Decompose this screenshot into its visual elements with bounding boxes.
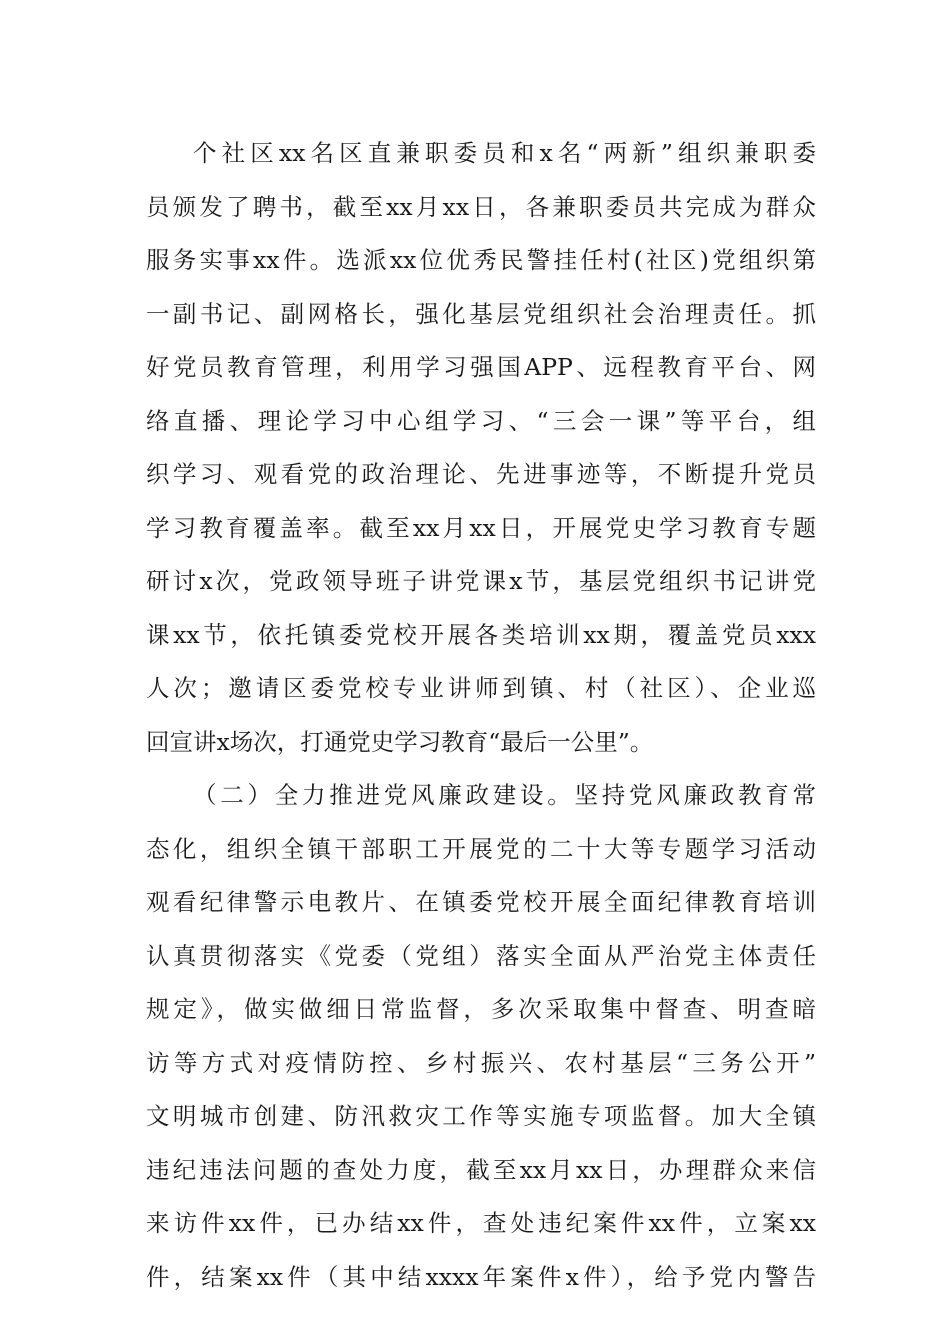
text-line: 课xx节，依托镇委党校开展各类培训xx期，覆盖党员xxx: [146, 620, 816, 649]
text-line: 络直播、理论学习中心组学习、“三会一课”等平台，组: [146, 406, 816, 435]
section-heading-line: （二）全力推进党风廉政建设。坚持党风廉政教育常: [193, 781, 816, 809]
text-line: 一副书记、副网格长，强化基层党组织社会治理责任。抓: [146, 299, 816, 328]
text-line: 观看纪律警示电教片、在镇委党校开展全面纪律教育培训: [146, 888, 816, 916]
text-line: 件，结案xx件（其中结xxxx年案件x件），给予党内警告: [146, 1262, 816, 1291]
text-line: 研讨x次，党政领导班子讲党课x节，基层党组织书记讲党: [146, 567, 816, 595]
text-line: 访等方式对疫情防控、乡村振兴、农村基层“三务公开”: [146, 1048, 816, 1077]
body-text: [146, 127, 816, 1304]
text-line: 违纪违法问题的查处力度，截至xx月xx日，办理群众来信: [146, 1155, 816, 1184]
text-line: 好党员教育管理，利用学习强国APP、远程教育平台、网: [146, 353, 816, 381]
text-line: 个社区xx名区直兼职委员和x名“两新”组织兼职委: [193, 139, 816, 167]
text-line: 文明城市创建、防汛救灾工作等实施专项监督。加大全镇: [146, 1102, 816, 1130]
text-line: 人次；邀请区委党校专业讲师到镇、村（社区）、企业巡: [146, 674, 816, 702]
text-line: 员颁发了聘书，截至xx月xx日，各兼职委员共完成为群众: [146, 192, 816, 221]
text-line: 服务实事xx件。选派xx位优秀民警挂任村(社区)党组织第: [146, 246, 816, 274]
text-line: 来访件xx件，已办结xx件，查处违纪案件xx件，立案xx: [146, 1209, 816, 1237]
text-line: 认真贯彻落实《党委（党组）落实全面从严治党主体责任: [146, 941, 816, 970]
text-line: 学习教育覆盖率。截至xx月xx日，开展党史学习教育专题: [146, 513, 816, 542]
text-line: 织学习、观看党的政治理论、先进事迹等，不断提升党员: [146, 460, 816, 488]
text-line: 态化，组织全镇干部职工开展党的二十大等专题学习活动: [146, 834, 816, 863]
text-line: 回宣讲x场次，打通党史学习教育“最后一公里”。: [146, 727, 654, 756]
text-line: 规定》，做实做细日常监督，多次采取集中督查、明查暗: [146, 995, 816, 1023]
